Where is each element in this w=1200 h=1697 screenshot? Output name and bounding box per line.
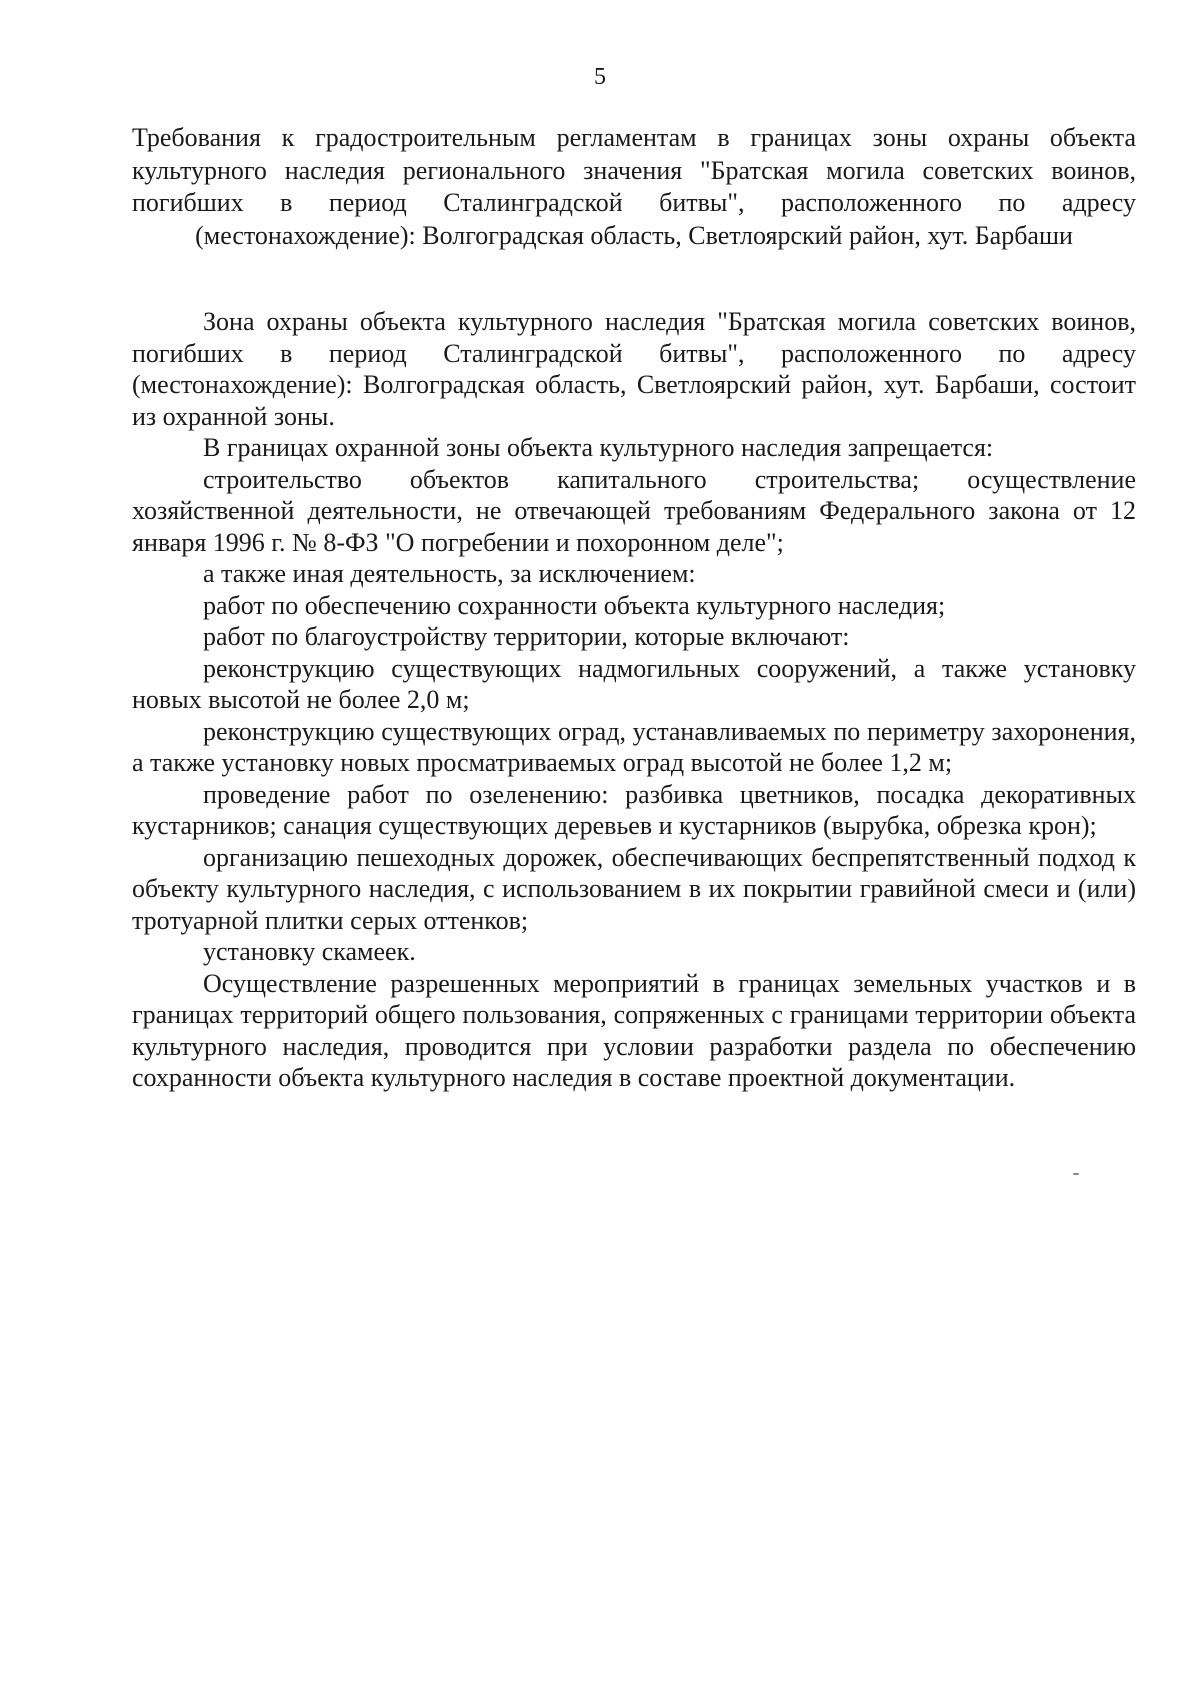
- document-heading: Требования к градостроительным регламентам в границах зоны охраны объекта культурного наследия регионального значения "Братская могила советских воинов, погибших в период Сталинградской битвы", расположенного по адресу (местонахождение): Волгоградская область, Светлоярский район, хут. Барбаши: [132, 123, 1136, 250]
- paragraph-walkways: организацию пешеходных дорожек, обеспечивающих беспрепятственный подход к объекту культурного наследия, с использованием в их покрытии гравийной смеси и (или) тротуарной плитки серых оттенков;: [132, 842, 1136, 935]
- paragraph-prohibitions-intro: В границах охранной зоны объекта культурного наследия запрещается:: [203, 433, 994, 462]
- paragraph-greening-works: проведение работ по озеленению: разбивка цветников, посадка декоративных кустарников; санация существующих деревьев и кустарников (вырубка, обрезка крон);: [132, 779, 1136, 840]
- paragraph-zone-description: Зона охраны объекта культурного наследия "Братская могила советских воинов, погибших в период Сталинградской битвы", расположенного по адресу (местонахождение): Волгоградская область, Светлоярский район, хут. Барбаши, состоит из охранной зоны.: [132, 307, 1136, 431]
- document-content: [132, 122, 1136, 1094]
- paragraph-landscaping-works: работ по благоустройству территории, которые включают:: [203, 622, 850, 651]
- paragraph-exceptions-intro: а также иная деятельность, за исключением:: [203, 559, 696, 588]
- page-number: 5: [594, 64, 606, 90]
- paragraph-prohibited-construction: строительство объектов капитального строительства; осуществление хозяйственной деятельности, не отвечающей требованиям Федерального закона от 12 января 1996 г. № 8-ФЗ "О погребении и похоронном деле";: [132, 464, 1136, 557]
- document-body: [132, 306, 1136, 1094]
- paragraph-monuments-reconstruction: реконструкцию существующих надмогильных сооружений, а также установку новых высотой не более 2,0 м;: [132, 653, 1136, 714]
- paragraph-fences-reconstruction: реконструкцию существующих оград, устанавливаемых по периметру захоронения, а также установку новых просматриваемых оград высотой не более 1,2 м;: [132, 716, 1136, 777]
- paragraph-preservation-works: работ по обеспечению сохранности объекта культурного наследия;: [203, 590, 946, 620]
- scan-speck: [1073, 1173, 1079, 1175]
- paragraph-benches: установку скамеек.: [203, 937, 416, 966]
- paragraph-permitted-activities: Осуществление разрешенных мероприятий в границах земельных участков и в границах территорий общего пользования, сопряженных с границами территории объекта культурного наследия, проводится при условии разработки раздела по обеспечению сохранности объекта культурного наследия в составе проектной документации.: [132, 968, 1136, 1092]
